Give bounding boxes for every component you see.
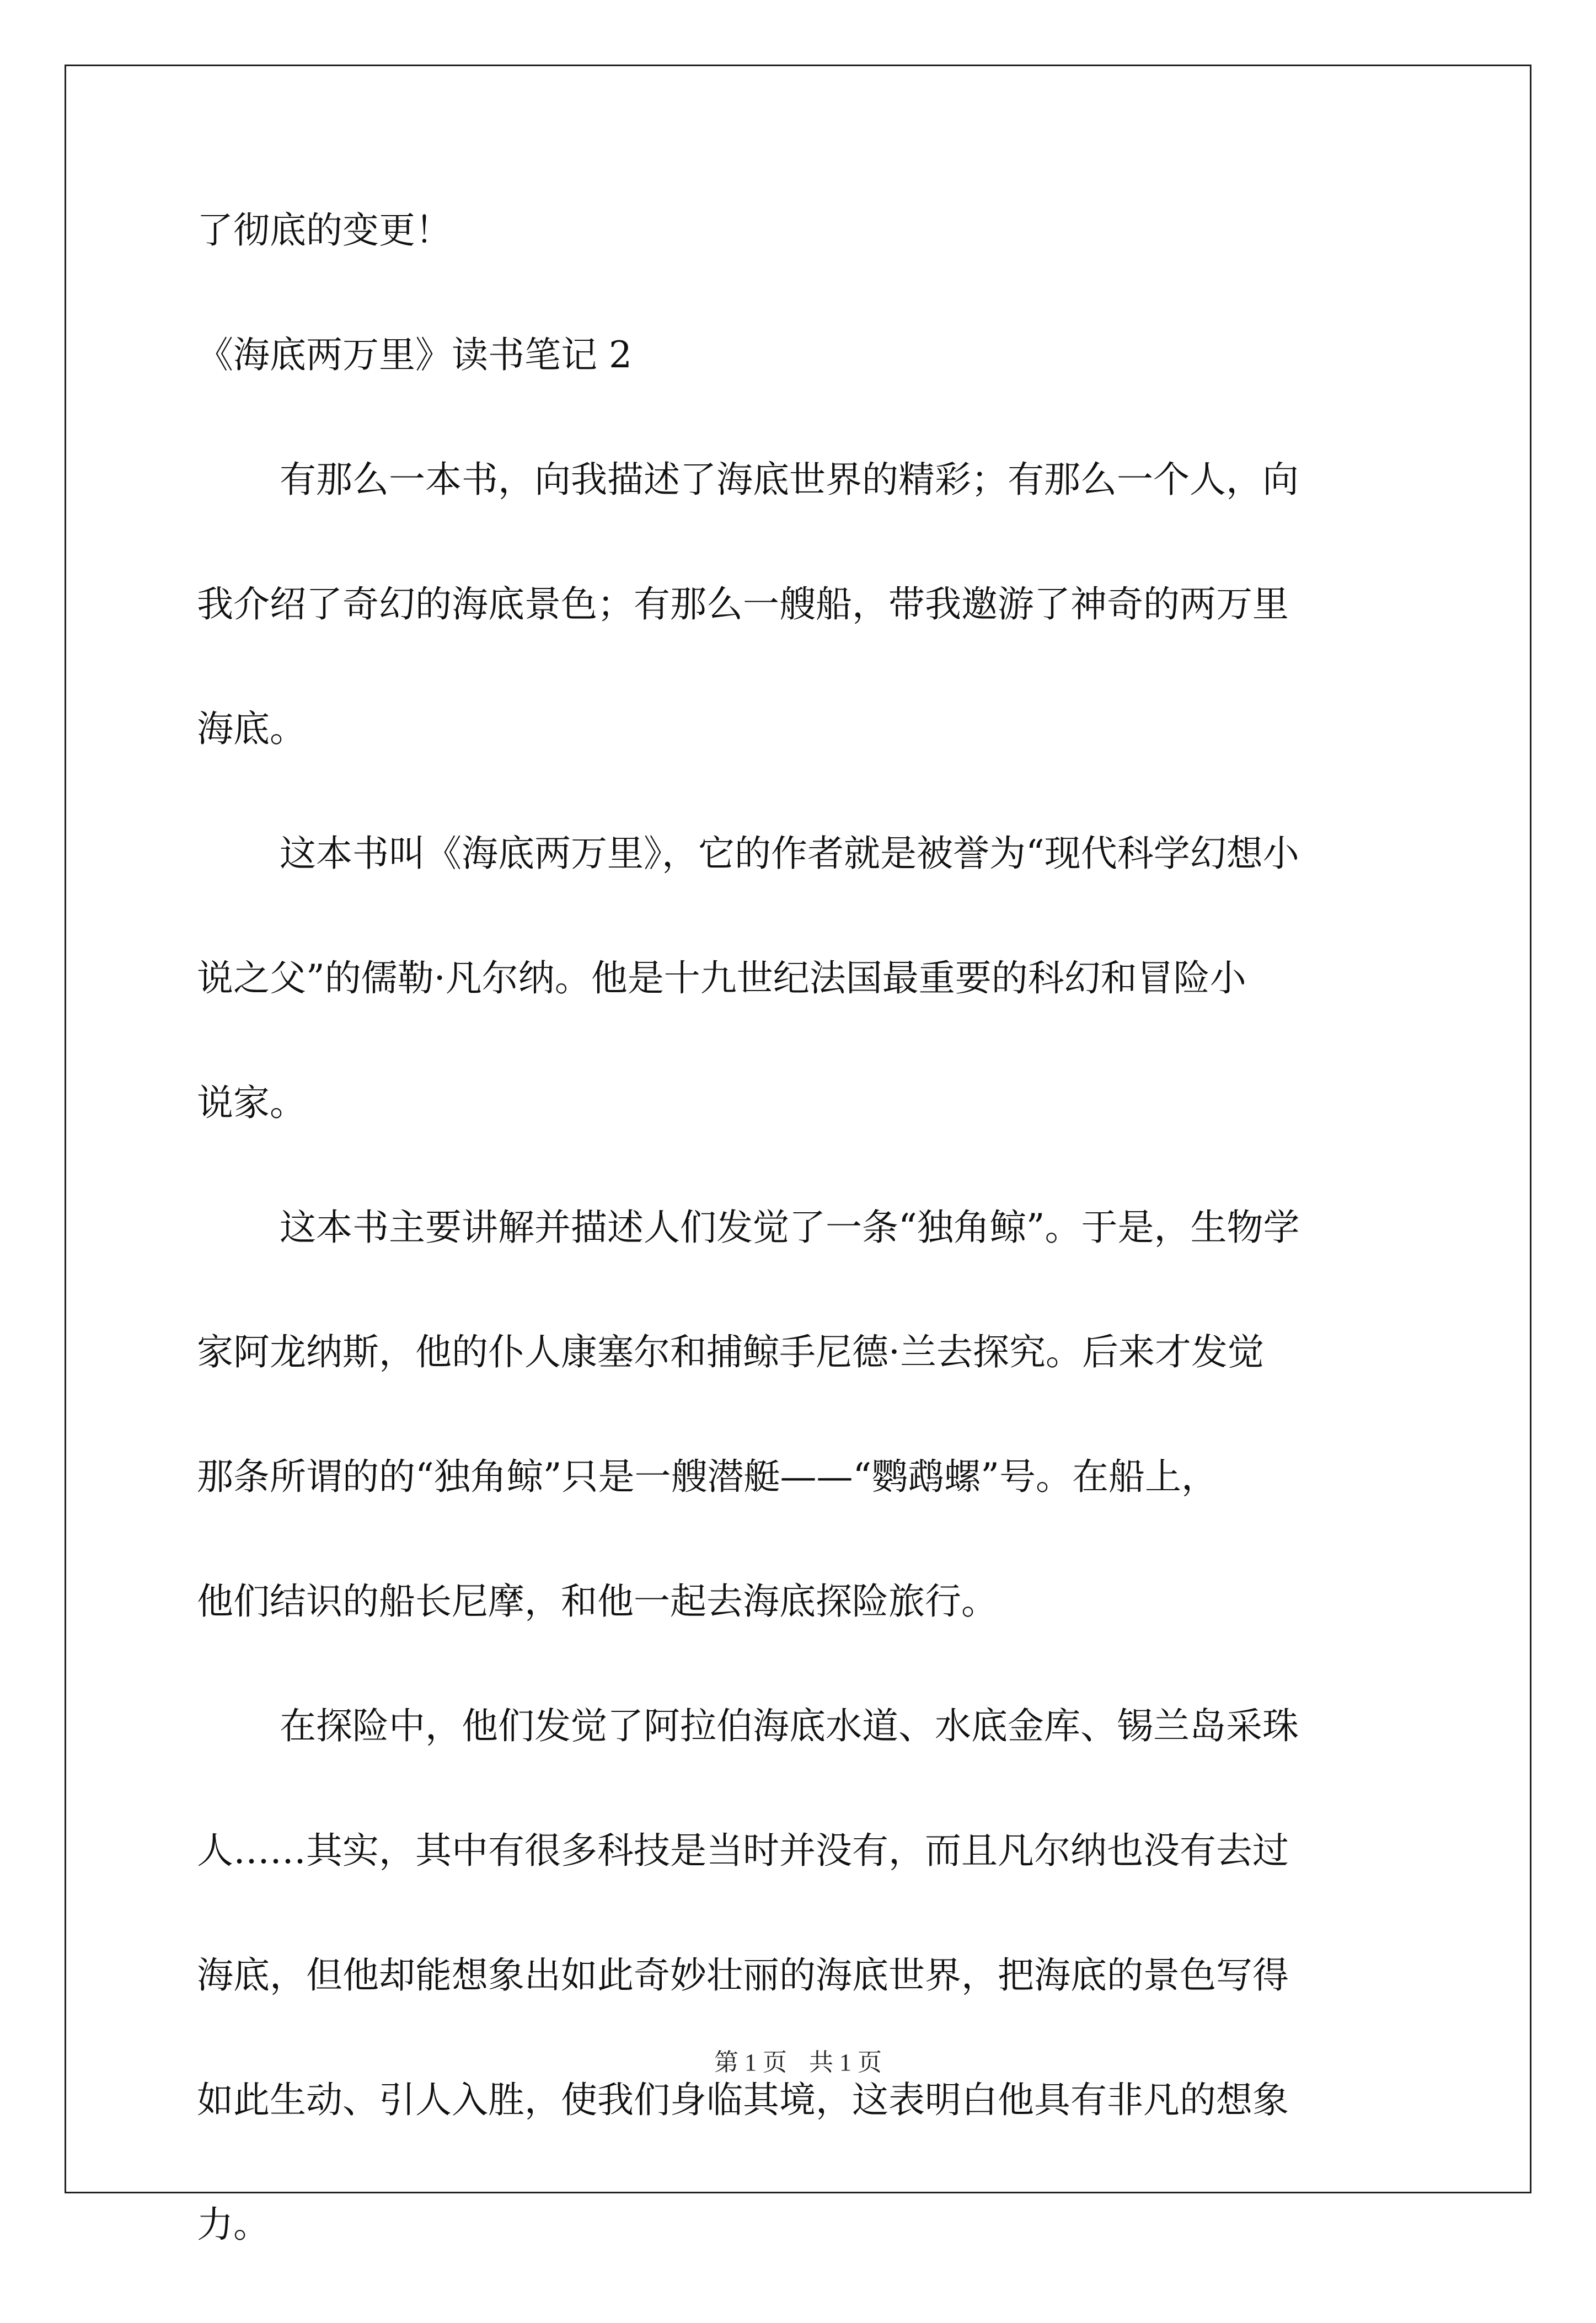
paragraph-2 [197, 827, 1410, 1130]
paragraph-row: 力。 [197, 2203, 270, 2246]
paragraph-row: 海底。 [197, 708, 306, 750]
paragraph-row: 人……其实，其中有很多科技是当时并没有，而且凡尔纳也没有去过 [197, 1829, 1289, 1872]
paragraph-1 [197, 453, 1410, 756]
paragraph-row: 有那么一本书，向我描述了海底世界的精彩；有那么一个人，向 [280, 458, 1299, 501]
paragraph-row: 在探险中，他们发觉了阿拉伯海底水道、水底金库、锡兰岛采珠 [280, 1705, 1299, 1747]
page-number: 第 1 页 [714, 2049, 787, 2076]
paragraph-row: 家阿龙纳斯，他的仆人康塞尔和捕鲸手尼德·兰去探究。后来才发觉 [197, 1331, 1264, 1373]
document-body [197, 204, 1410, 2323]
page-total: 共 1 页 [809, 2049, 882, 2076]
paragraph-row: 说家。 [197, 1082, 306, 1124]
paragraph-row: 他们结识的船长尼摩，和他一起去海底探险旅行。 [197, 1580, 998, 1623]
paragraph-row: 我介绍了奇幻的海底景色；有那么一艘船，带我邀游了神奇的两万里 [197, 583, 1289, 625]
paragraph-row: 这本书主要讲解并描述人们发觉了一条“独角鲸”。于是，生物学 [280, 1206, 1300, 1249]
paragraph-3 [197, 1201, 1410, 1628]
page-footer [0, 2047, 1596, 2078]
paragraph-4 [197, 1700, 1410, 2251]
paragraph-row: 如此生动、引人入胜，使我们身临其境，这表明白他具有非凡的想象 [197, 2079, 1289, 2121]
paragraph-row: 这本书叫《海底两万里》，它的作者就是被誉为“现代科学幻想小 [280, 832, 1299, 875]
section-title: 《海底两万里》读书笔记 2 [197, 334, 632, 376]
paragraph-row: 那条所谓的的“独角鲸”只是一艘潜艇——“鹦鹉螺”号。在船上， [197, 1455, 1218, 1498]
continuation-line: 了彻底的变更！ [197, 209, 452, 251]
paragraph-row: 海底，但他却能想象出如此奇妙壮丽的海底世界，把海底的景色写得 [197, 1954, 1289, 1997]
paragraph-row: 说之父”的儒勒·凡尔纳。他是十九世纪法国最重要的科幻和冒险小 [197, 957, 1246, 999]
